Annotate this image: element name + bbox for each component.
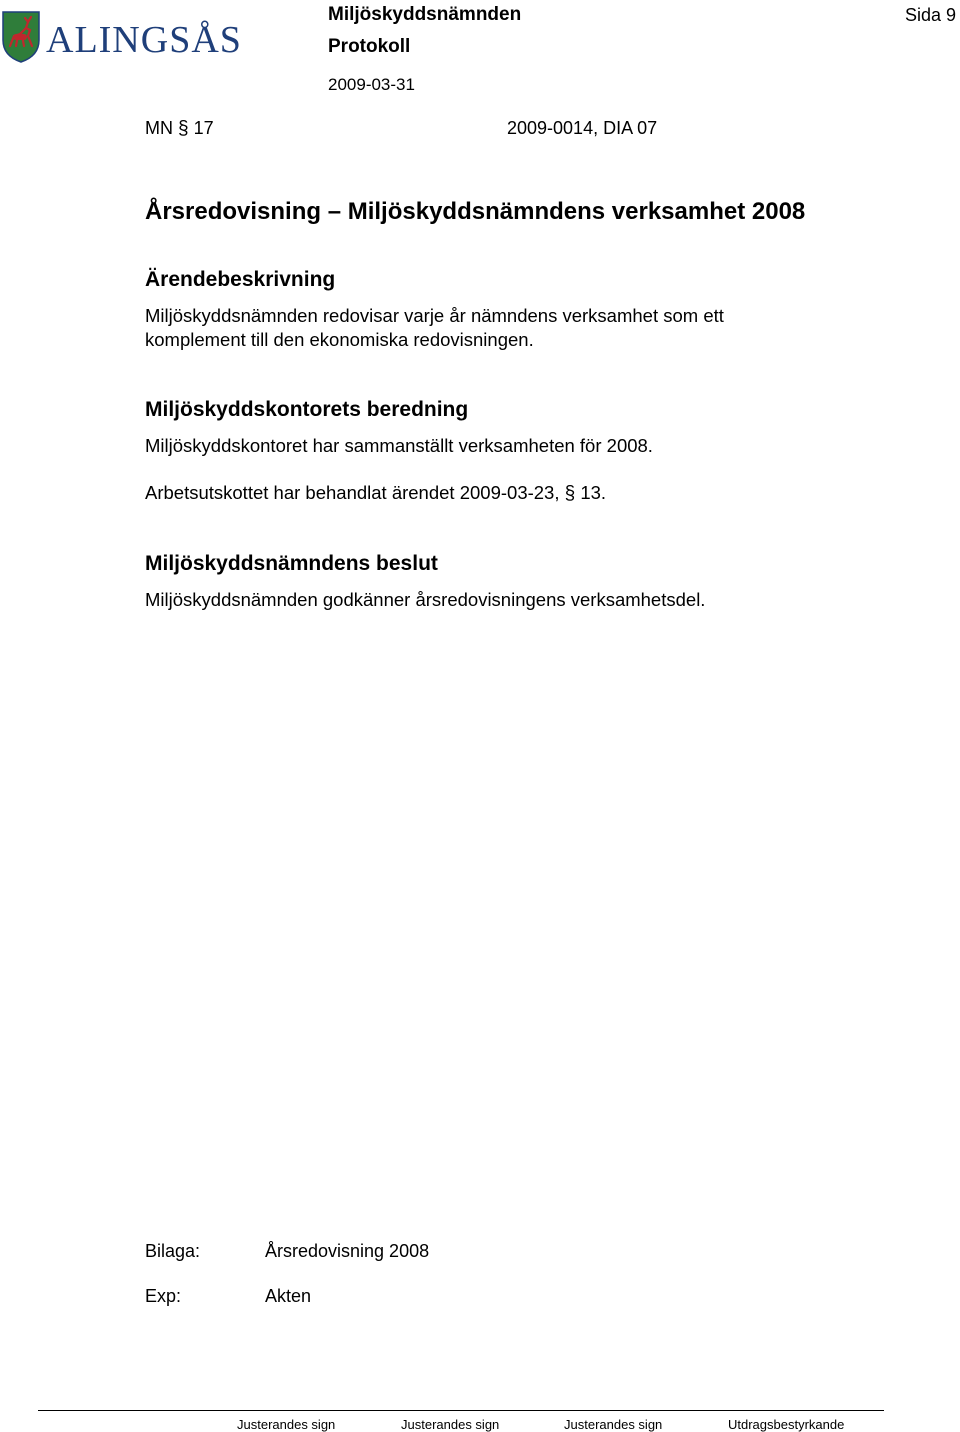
attachment-value: Årsredovisning 2008 xyxy=(265,1241,430,1261)
document-title: Årsredovisning – Miljöskyddsnämndens verksamhet 2008 xyxy=(145,198,806,225)
section-heading: Ärendebeskrivning xyxy=(145,268,336,291)
footer-sign-field: Justerandes sign xyxy=(401,1417,500,1432)
section-sign-icon: § xyxy=(564,483,576,504)
section-sign-icon: § xyxy=(178,118,189,139)
alingsas-coat-of-arms-icon xyxy=(0,6,262,64)
footer-certification-field: Utdragsbestyrkande xyxy=(728,1417,845,1432)
committee-name: Miljöskyddsnämnden xyxy=(328,4,522,25)
document-type: Protokoll xyxy=(328,36,411,57)
municipality-logo xyxy=(0,6,262,64)
distribution-value: Akten xyxy=(265,1286,312,1306)
body-line: Miljöskyddsnämnden redovisar varje år nämndens verksamhet som ett xyxy=(145,305,724,326)
paragraph-prefix: MN xyxy=(145,118,173,138)
section-heading: Miljöskyddskontorets beredning xyxy=(145,398,469,421)
body-line: Miljöskyddskontoret har sammanställt verksamheten för 2008. xyxy=(145,435,653,456)
footer-divider xyxy=(38,1410,884,1411)
body-text: Arbetsutskottet har behandlat ärendet 2009-03-23, xyxy=(145,482,560,503)
footer-sign-field: Justerandes sign xyxy=(564,1417,663,1432)
paragraph-number: 17 xyxy=(193,118,214,138)
distribution-label: Exp: xyxy=(145,1286,182,1306)
logo-wordmark: ALINGSÅS xyxy=(46,19,242,61)
page-number: Sida 9 xyxy=(905,5,957,25)
footer-sign-field: Justerandes sign xyxy=(237,1417,336,1432)
body-text: 13. xyxy=(580,482,607,503)
section-heading: Miljöskyddsnämndens beslut xyxy=(145,552,438,575)
meeting-date: 2009-03-31 xyxy=(328,75,415,94)
attachment-label: Bilaga: xyxy=(145,1241,201,1261)
body-line: Miljöskyddsnämnden godkänner årsredovisningens verksamhetsdel. xyxy=(145,589,706,610)
paragraph-id xyxy=(145,118,214,140)
body-line: komplement till den ekonomiska redovisningen. xyxy=(145,329,534,350)
body-line xyxy=(145,481,606,506)
case-reference: 2009-0014, DIA 07 xyxy=(507,118,658,138)
